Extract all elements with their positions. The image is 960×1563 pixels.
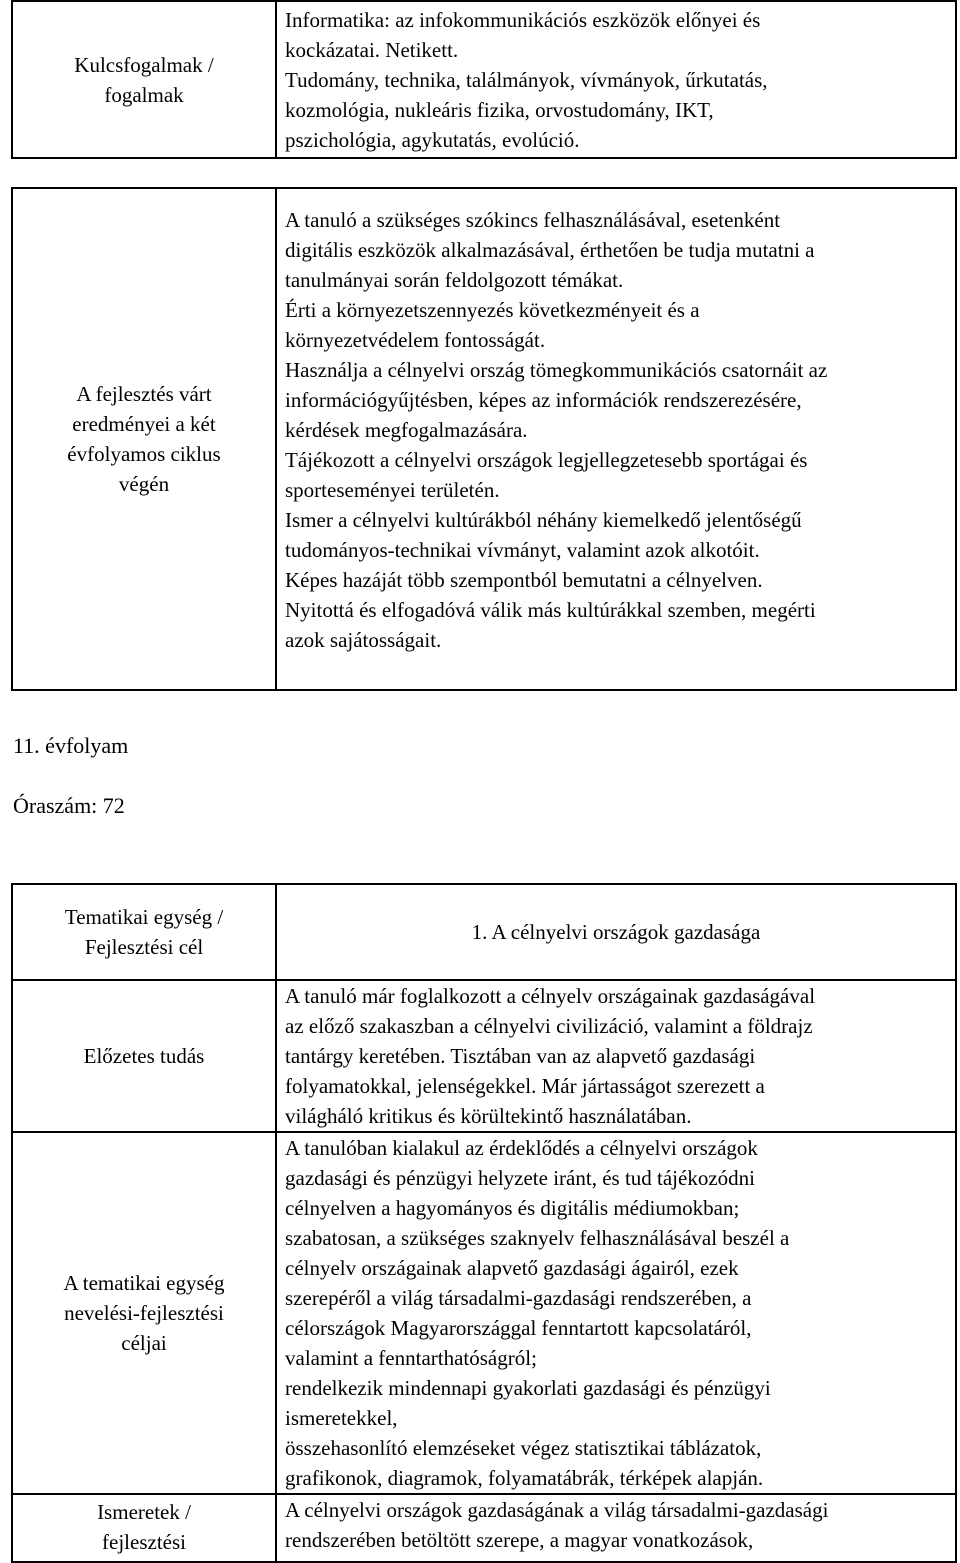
text-line: tanulmányai során feldolgozott témákat. bbox=[285, 268, 624, 292]
label-line: végén bbox=[118, 472, 170, 496]
text-line: sporteseményei területén. bbox=[285, 478, 500, 502]
development-goals-label bbox=[12, 1132, 276, 1494]
prior-knowledge-content bbox=[276, 980, 956, 1132]
text-line: célországok Magyarországgal fenntartott kapcsolatáról, bbox=[285, 1316, 752, 1340]
text-line: kérdések megfogalmazására. bbox=[285, 418, 528, 442]
development-goals-content bbox=[276, 1132, 956, 1494]
text-line: Használja a célnyelvi ország tömegkommunikációs csatornáit az bbox=[285, 358, 828, 382]
text-line: célnyelv országainak alapvető gazdasági ágairól, ezek bbox=[285, 1256, 739, 1280]
text-line: folyamatokkal, jelenségekkel. Már jártasságot szerezett a bbox=[285, 1074, 765, 1098]
text-line: kockázatai. Netikett. bbox=[285, 38, 459, 62]
key-concepts-content bbox=[276, 1, 956, 158]
label-line: Ismeretek / bbox=[97, 1500, 191, 1524]
text-line: rendszerében betöltött szerepe, a magyar vonatkozások, bbox=[285, 1528, 754, 1552]
text-line: szerepéről a világ társadalmi-gazdasági rendszerében, a bbox=[285, 1286, 752, 1310]
expected-outcomes-content bbox=[276, 188, 956, 690]
label-line: eredményei a két bbox=[72, 412, 216, 436]
label-line: céljai bbox=[121, 1331, 167, 1355]
thematic-unit-table bbox=[11, 883, 957, 1563]
label-line: nevelési-fejlesztési bbox=[64, 1301, 224, 1325]
text-line: Informatika: az infokommunikációs eszközök előnyei és bbox=[285, 8, 761, 32]
key-concepts-table bbox=[11, 0, 957, 159]
text-line: Tudomány, technika, találmányok, vívmányok, űrkutatás, bbox=[285, 68, 768, 92]
text-line: szabatosan, a szükséges szaknyelv felhasználásával beszél a bbox=[285, 1226, 790, 1250]
text-line: A tanuló már foglalkozott a célnyelv országainak gazdaságával bbox=[285, 984, 816, 1008]
text-line: Érti a környezetszennyezés következményeit és a bbox=[285, 298, 700, 322]
hours-heading: Óraszám: 72 bbox=[13, 793, 125, 818]
text-line: tantárgy keretében. Tisztában van az alapvető gazdasági bbox=[285, 1044, 756, 1068]
text-line: Nyitottá és elfogadóvá válik más kultúrákkal szemben, megérti bbox=[285, 598, 816, 622]
expected-outcomes-label bbox=[12, 188, 276, 690]
text-line: digitális eszközök alkalmazásával, érthetően be tudja mutatni a bbox=[285, 238, 815, 262]
label-line: évfolyamos ciklus bbox=[67, 442, 221, 466]
label-line: A fejlesztés várt bbox=[76, 382, 212, 406]
text-line: összehasonlító elemzéseket végez statisztikai táblázatok, bbox=[285, 1436, 762, 1460]
text-line: környezetvédelem fontosságát. bbox=[285, 328, 546, 352]
label-line: fejlesztési bbox=[102, 1530, 186, 1554]
text-line: kozmológia, nukleáris fizika, orvostudomány, IKT, bbox=[285, 98, 714, 122]
prior-knowledge-label bbox=[12, 980, 276, 1132]
text-line: világháló kritikus és körültekintő használatában. bbox=[285, 1104, 692, 1128]
text-line: A tanulóban kialakul az érdeklődés a célnyelvi országok bbox=[285, 1136, 758, 1160]
label-line: A tematikai egység bbox=[63, 1271, 225, 1295]
text-line: A tanuló a szükséges szókincs felhasználásával, esetenként bbox=[285, 208, 781, 232]
knowledge-label bbox=[12, 1494, 276, 1562]
key-concepts-label bbox=[12, 1, 276, 158]
topic-label bbox=[12, 884, 276, 980]
grade-heading: 11. évfolyam bbox=[13, 733, 129, 758]
text-line: Képes hazáját több szempontból bemutatni a célnyelven. bbox=[285, 568, 763, 592]
text-line: Tájékozott a célnyelvi országok legjellegzetesebb sportágai és bbox=[285, 448, 808, 472]
topic-title: 1. A célnyelvi országok gazdasága bbox=[276, 884, 956, 980]
text-line: rendelkezik mindennapi gyakorlati gazdasági és pénzügyi bbox=[285, 1376, 771, 1400]
text-line: valamint a fenntarthatóságról; bbox=[285, 1346, 537, 1370]
text-line: grafikonok, diagramok, folyamatábrák, térképek alapján. bbox=[285, 1466, 764, 1490]
text-line: az előző szakaszban a célnyelvi civilizáció, valamint a földrajz bbox=[285, 1014, 813, 1038]
label-line: Fejlesztési cél bbox=[84, 935, 204, 959]
text-line: azok sajátosságait. bbox=[285, 628, 442, 652]
text-line: gazdasági és pénzügyi helyzete iránt, és tud tájékozódni bbox=[285, 1166, 755, 1190]
text-line: pszichológia, agykutatás, evolúció. bbox=[285, 128, 580, 152]
expected-outcomes-table bbox=[11, 187, 957, 691]
text-line: ismeretekkel, bbox=[285, 1406, 398, 1430]
text-line: tudományos-technikai vívmányt, valamint azok alkotóit. bbox=[285, 538, 760, 562]
text-line: Ismer a célnyelvi kultúrákból néhány kiemelkedő jelentőségű bbox=[285, 508, 802, 532]
text-line: A célnyelvi országok gazdaságának a világ társadalmi-gazdasági bbox=[285, 1498, 829, 1522]
text-line: információgyűjtésben, képes az információk rendszerezésére, bbox=[285, 388, 802, 412]
label-line: fogalmak bbox=[104, 83, 184, 107]
label-line: Kulcsfogalmak / bbox=[74, 53, 214, 77]
label-line: Előzetes tudás bbox=[83, 1044, 205, 1068]
text-line: célnyelven a hagyományos és digitális médiumokban; bbox=[285, 1196, 740, 1220]
label-line: Tematikai egység / bbox=[64, 905, 224, 929]
knowledge-content bbox=[276, 1494, 956, 1562]
